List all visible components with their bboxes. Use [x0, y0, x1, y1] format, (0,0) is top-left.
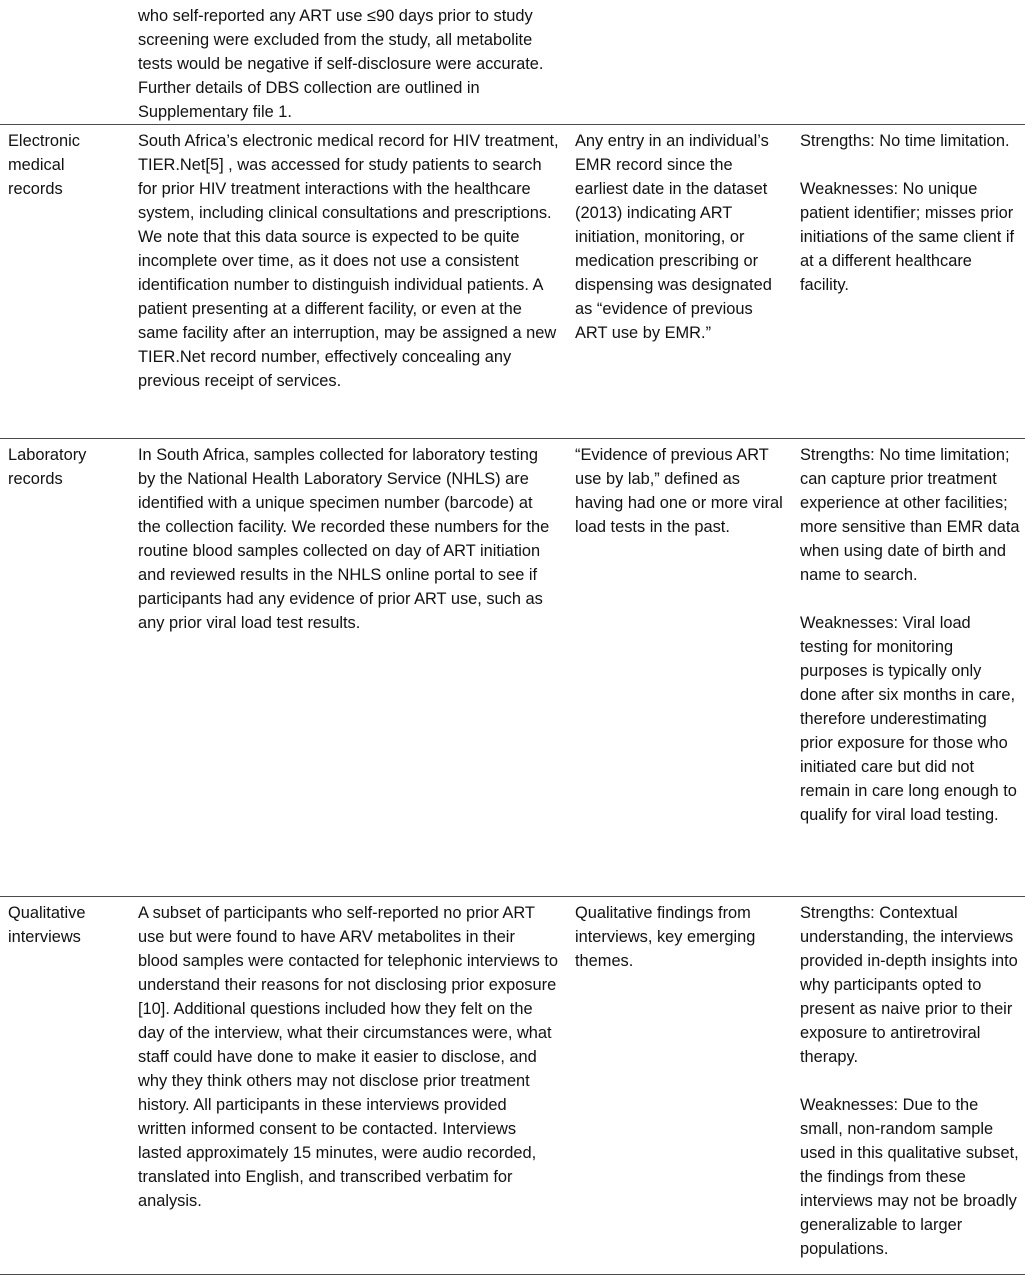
source-cell: Laboratory records	[0, 439, 130, 897]
table-row-lab	[0, 439, 1025, 897]
weaknesses-text: Weaknesses: No unique patient identifier; misses prior initiations of the same client if at a different healthcare facility.	[800, 180, 1015, 294]
table-row-emr	[0, 125, 1025, 439]
definition-cell: Qualitative findings from interviews, key emerging themes.	[567, 897, 792, 1275]
source-cell: Qualitative interviews	[0, 897, 130, 1275]
description-cell: A subset of participants who self-reported no prior ART use but were found to have ARV metabolites in their blood samples were contacted for telephonic interviews to understand their reasons for not disclosing prior exposure [10]. Additional questions included how they felt on the day of the interview, what their circumstances were, what staff could have done to make it easier to disclose, and why they think others may not disclose prior treatment history. All participants in these interviews provided written informed consent to be contacted. Interviews lasted approximately 15 minutes, were audio recorded, translated into English, and transcribed verbatim for analysis.	[130, 897, 567, 1275]
strengths-weaknesses-cell	[792, 125, 1025, 439]
strengths-text: Strengths: No time limitation; can capture prior treatment experience at other facilities; more sensitive than EMR data when using date of birth and name to search.	[800, 446, 1020, 584]
source-cell: Electronic medical records	[0, 125, 130, 439]
table-row-continued	[0, 0, 1025, 125]
definition-cell	[567, 0, 792, 125]
weaknesses-text: Weaknesses: Due to the small, non-random sample used in this qualitative subset, the findings from these interviews may not be broadly generalizable to larger populations.	[800, 1096, 1019, 1258]
description-cell: In South Africa, samples collected for laboratory testing by the National Health Laboratory Service (NHLS) are identified with a unique specimen number (barcode) at the collection facility. We recorded these numbers for the routine blood samples collected on day of ART initiation and reviewed results in the NHLS online portal to see if participants had any evidence of prior ART use, such as any prior viral load test results.	[130, 439, 567, 897]
strengths-weaknesses-cell	[792, 897, 1025, 1275]
definition-cell: “Evidence of previous ART use by lab,” defined as having had one or more viral load tests in the past.	[567, 439, 792, 897]
strengths-weaknesses-cell	[792, 0, 1025, 125]
definition-cell: Any entry in an individual’s EMR record since the earliest date in the dataset (2013) indicating ART initiation, monitoring, or medication prescribing or dispensing was designated as “evidence of previous ART use by EMR.”	[567, 125, 792, 439]
strengths-text: Strengths: No time limitation.	[800, 132, 1010, 150]
description-cell: who self-reported any ART use ≤90 days prior to study screening were excluded from the study, all metabolite tests would be negative if self-disclosure were accurate. Further details of DBS collection are outlined in Supplementary file 1.	[138, 7, 544, 121]
table-row-qualitative	[0, 897, 1025, 1275]
weaknesses-text: Weaknesses: Viral load testing for monitoring purposes is typically only done after six months in care, therefore underestimating prior exposure for those who initiated care but did not remain in care long enough to qualify for viral load testing.	[800, 614, 1017, 824]
source-cell	[0, 0, 130, 125]
description-cell: South Africa’s electronic medical record for HIV treatment, TIER.Net[5] , was accessed for study patients to search for prior HIV treatment interactions with the healthcare system, including clinical consultations and prescriptions. We note that this data source is expected to be quite incomplete over time, as it does not use a consistent identification number to distinguish individual patients. A patient presenting at a different facility, or even at the same facility after an interruption, may be assigned a new TIER.Net record number, effectively concealing any previous receipt of services.	[130, 125, 567, 439]
strengths-text: Strengths: Contextual understanding, the interviews provided in-depth insights into why participants opted to present as naive prior to their exposure to antiretroviral therapy.	[800, 904, 1018, 1066]
strengths-weaknesses-cell	[792, 439, 1025, 897]
